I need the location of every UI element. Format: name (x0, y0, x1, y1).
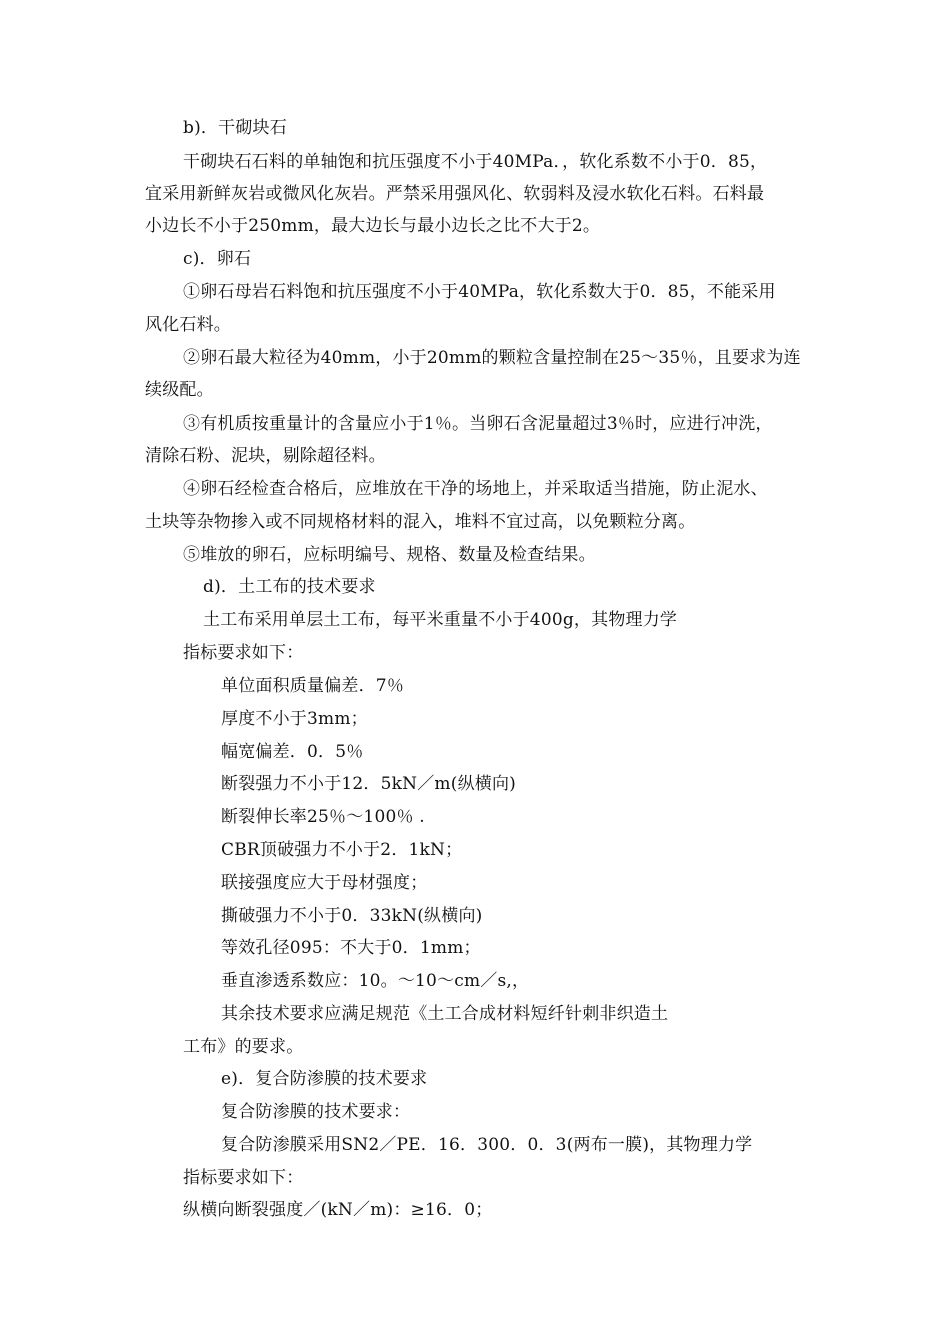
paragraph-line: 清除石粉、泥块，剔除超径料。 (145, 446, 386, 466)
paragraph-line: ⑤堆放的卵石，应标明编号、规格、数量及检查结果。 (183, 545, 596, 565)
spec-item: 断裂强力不小于12．5kN／m(纵横向) (221, 774, 517, 794)
spec-item: 撕破强力不小于0．33kN(纵横向) (221, 906, 483, 926)
paragraph-line: ④卵石经检查合格后，应堆放在干净的场地上，并采取适当措施，防止泥水、 (183, 479, 768, 499)
paragraph-line: ③有机质按重量计的含量应小于1％。当卵石含泥量超过3％时，应进行冲洗， (183, 414, 773, 434)
spec-item: CBR顶破强力不小于2．1kN； (221, 840, 463, 860)
paragraph-line: 小边长不小于250mm，最大边长与最小边长之比不大于2。 (145, 216, 601, 236)
paragraph-line: 工布》的要求。 (183, 1037, 304, 1057)
paragraph-line: 风化石料。 (145, 315, 231, 335)
paragraph-line: 其余技术要求应满足规范《土工合成材料短纤针刺非织造土 (221, 1004, 669, 1024)
section-heading-d: d)．土工布的技术要求 (203, 577, 376, 597)
spec-item: 单位面积质量偏差．7％ (221, 676, 405, 696)
section-heading-c: c)．卵石 (183, 249, 252, 269)
paragraph-line: ②卵石最大粒径为40mm，小于20mm的颗粒含量控制在25～35％，且要求为连 (183, 348, 801, 368)
spec-item: 联接强度应大于母材强度； (221, 873, 428, 893)
spec-item: 纵横向断裂强度／(kN／m)：≥16．0； (183, 1200, 493, 1220)
paragraph-line: 干砌块石石料的单轴饱和抗压强度不小于40MPa．，软化系数不小于0．85， (183, 152, 768, 172)
paragraph-line: ①卵石母岩石料饱和抗压强度不小于40MPa，软化系数大于0．85，不能采用 (183, 282, 776, 302)
paragraph-line: 复合防渗膜采用SN2／PE．16．300．0．3(两布一膜)，其物理力学 (221, 1135, 753, 1155)
spec-item: 幅宽偏差．0．5％ (221, 742, 364, 762)
paragraph-line: 指标要求如下： (183, 1168, 304, 1188)
section-heading-b: b)．干砌块石 (183, 118, 287, 138)
section-heading-e: e)．复合防渗膜的技术要求 (221, 1069, 428, 1089)
spec-item: 断裂伸长率25％～100％ . (221, 807, 425, 827)
paragraph-line: 指标要求如下： (183, 643, 304, 663)
spec-item: 等效孔径095：不大于0．1mm； (221, 938, 481, 958)
spec-item: 厚度不小于3mm； (221, 709, 368, 729)
spec-item: 垂直渗透系数应：10。～10～cm／s,， (221, 971, 530, 991)
paragraph-line: 复合防渗膜的技术要求： (221, 1102, 411, 1122)
paragraph-line: 续级配。 (145, 380, 214, 400)
paragraph-line: 宜采用新鲜灰岩或微风化灰岩。严禁采用强风化、软弱料及浸水软化石料。石料最 (145, 184, 765, 204)
paragraph-line: 土块等杂物掺入或不同规格材料的混入，堆料不宜过高，以免颗粒分离。 (145, 512, 696, 532)
paragraph-line: 土工布采用单层土工布，每平米重量不小于400g，其物理力学 (203, 610, 678, 630)
